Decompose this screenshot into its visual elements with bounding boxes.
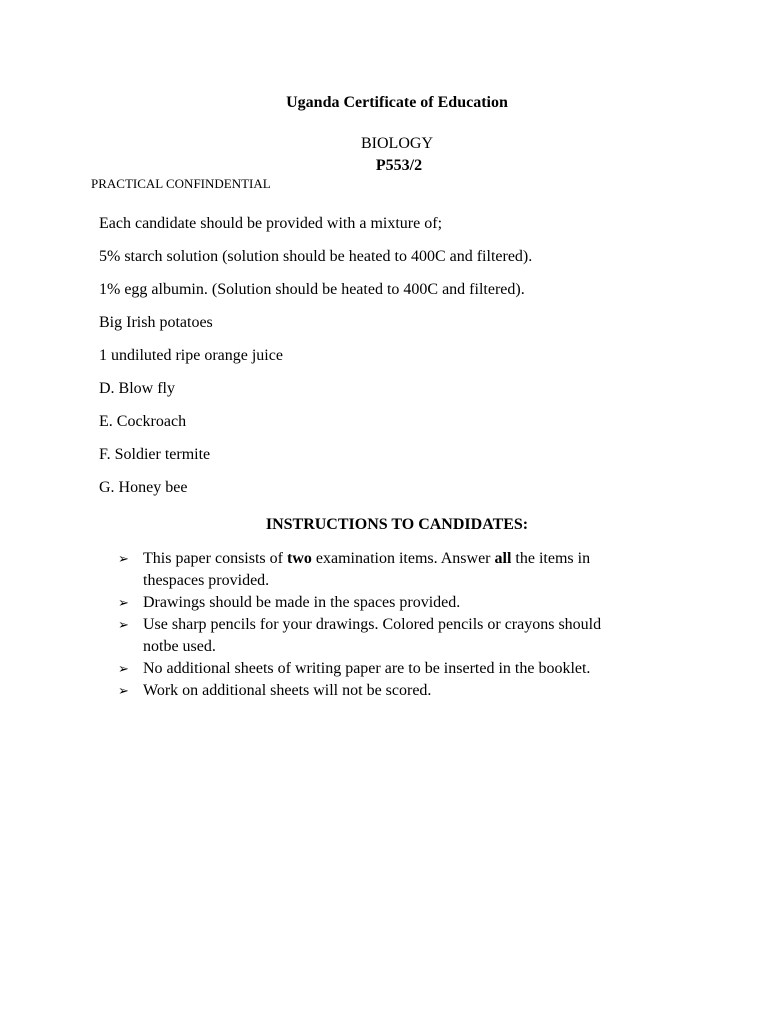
arrow-bullet-icon: ➢ [118, 551, 129, 566]
arrow-bullet-icon: ➢ [118, 617, 129, 632]
instruction-line: thespaces provided. [143, 572, 270, 589]
instruction-item [118, 680, 658, 702]
paper-code: P553/2 [375, 157, 423, 174]
instruction-line: notbe used. [143, 638, 216, 655]
arrow-bullet-icon: ➢ [118, 683, 129, 698]
instruction-line: Use sharp pencils for your drawings. Colored pencils or crayons should [143, 616, 602, 633]
instructions-heading: INSTRUCTIONS TO CANDIDATES: [265, 516, 529, 533]
requirement-item: G. Honey bee [99, 479, 188, 496]
instruction-text: This paper consists of [143, 550, 287, 567]
instruction-line: Drawings should be made in the spaces provided. [143, 594, 461, 611]
instruction-item [118, 614, 658, 658]
instruction-line: Work on additional sheets will not be scored. [143, 682, 432, 699]
requirement-item: 1% egg albumin. (Solution should be heated to 400C and filtered). [99, 281, 525, 298]
requirement-item: F. Soldier termite [99, 446, 211, 463]
instruction-line [143, 548, 658, 570]
arrow-bullet-icon: ➢ [118, 661, 129, 676]
instruction-emphasis: two [286, 550, 312, 567]
requirements-list [99, 214, 532, 511]
document-title: Uganda Certificate of Education [286, 94, 508, 111]
requirement-item: Big Irish potatoes [99, 314, 213, 331]
confidential-label: PRACTICAL CONFINDENTIAL [91, 176, 271, 191]
instruction-text: the items in [511, 550, 591, 567]
instruction-emphasis: all [494, 550, 512, 567]
instruction-item [118, 658, 658, 680]
requirement-item: Each candidate should be provided with a mixture of; [99, 215, 443, 232]
requirement-item: 5% starch solution (solution should be heated to 400C and filtered). [99, 248, 533, 265]
instruction-line: No additional sheets of writing paper are to be inserted in the booklet. [143, 660, 591, 677]
instructions-list [118, 548, 658, 702]
requirement-item: E. Cockroach [99, 413, 187, 430]
instruction-text: examination items. Answer [311, 550, 495, 567]
requirement-item: 1 undiluted ripe orange juice [99, 347, 283, 364]
instruction-item [118, 592, 658, 614]
subject-name: BIOLOGY [361, 135, 433, 152]
requirement-item: D. Blow fly [99, 380, 175, 397]
arrow-bullet-icon: ➢ [118, 595, 129, 610]
instruction-item [118, 548, 658, 592]
